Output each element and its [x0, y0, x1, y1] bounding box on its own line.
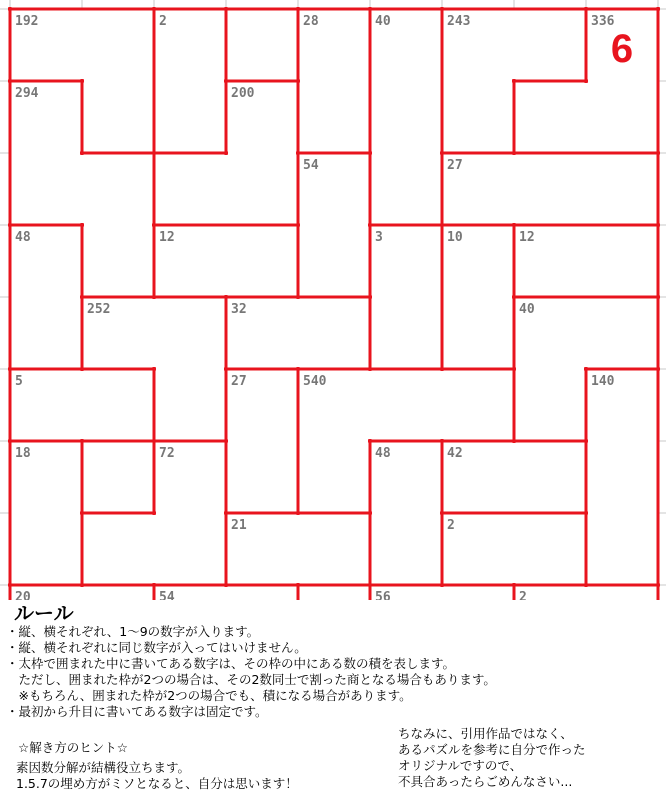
grid-cell[interactable]: [586, 153, 658, 225]
note-line: 不具合あったらごめんなさい...: [398, 774, 573, 789]
rule-line: ・最初から升目に書いてある数字は固定です。: [6, 704, 268, 719]
cage-clue: 200: [231, 86, 255, 101]
note-line: オリジナルですので、: [398, 758, 523, 773]
puzzle-number: 6: [610, 27, 634, 71]
grid-cell[interactable]: [82, 513, 154, 585]
cage-clue: 192: [15, 14, 39, 29]
cage-clue: 48: [15, 230, 31, 245]
grid-cell[interactable]: [10, 153, 82, 225]
grid-cell[interactable]: [10, 297, 82, 369]
grid-cell[interactable]: [82, 153, 154, 225]
cage-clue: 54: [303, 158, 319, 173]
grid-cell[interactable]: [586, 441, 658, 513]
cage-clue: 20: [15, 590, 31, 600]
grid-cell[interactable]: [586, 225, 658, 297]
cage-clue: 2: [159, 14, 167, 29]
grid-cell[interactable]: [10, 513, 82, 585]
cage-clue: 252: [87, 302, 111, 317]
grid-cell[interactable]: [226, 225, 298, 297]
cage-clue: 3: [375, 230, 383, 245]
cage-clue: 48: [375, 446, 391, 461]
rule-line: ただし、囲まれた枠が2つの場合は、その2数同士で割った商となる場合もあります。: [6, 672, 496, 687]
grid-cell[interactable]: [154, 513, 226, 585]
grid-cell[interactable]: [154, 153, 226, 225]
cage-clue: 40: [375, 14, 391, 29]
cage-clue: 72: [159, 446, 175, 461]
cage-clue: 27: [231, 374, 247, 389]
grid-cell[interactable]: [586, 585, 658, 600]
grid-cell[interactable]: [226, 441, 298, 513]
cage-clue: 40: [519, 302, 535, 317]
grid-cell[interactable]: [442, 369, 514, 441]
grid-cell[interactable]: [370, 153, 442, 225]
rules-title: ルール: [14, 601, 74, 625]
grid-cell[interactable]: [82, 369, 154, 441]
cage-clue: 243: [447, 14, 471, 29]
rule-line: ・縦、横それぞれ、1～9の数字が入ります。: [6, 624, 260, 639]
grid-cell[interactable]: [442, 585, 514, 600]
grid-cell[interactable]: [514, 9, 586, 81]
cage-clue: 12: [159, 230, 175, 245]
grid-cell[interactable]: [298, 513, 370, 585]
grid-cell[interactable]: [82, 225, 154, 297]
rule-line: ・縦、横それぞれに同じ数字が入ってはいけません。: [6, 640, 307, 655]
rule-line: ※もちろん、囲まれた枠が2つの場合でも、積になる場合があります。: [6, 688, 412, 703]
grid-cell[interactable]: [442, 297, 514, 369]
grid-cell[interactable]: [154, 297, 226, 369]
grid-cell[interactable]: [514, 153, 586, 225]
grid-cell[interactable]: [514, 441, 586, 513]
cage-clue: 32: [231, 302, 247, 317]
grid-cell[interactable]: [154, 81, 226, 153]
cage-clue: 27: [447, 158, 463, 173]
grid-cell[interactable]: [82, 441, 154, 513]
cage-clue: 54: [159, 590, 175, 600]
grid-cell[interactable]: [514, 513, 586, 585]
grid-cell[interactable]: [514, 369, 586, 441]
cage-clue: 42: [447, 446, 463, 461]
cage-clue: 12: [519, 230, 535, 245]
grid-cell[interactable]: [586, 297, 658, 369]
hint-title: ☆解き方のヒント☆: [18, 740, 128, 755]
grid-cell[interactable]: [370, 81, 442, 153]
grid-cell[interactable]: [82, 585, 154, 600]
hint-line: 素因数分解が結構役立ちます。: [16, 760, 191, 775]
cage-clue: 540: [303, 374, 327, 389]
grid-cell[interactable]: [298, 441, 370, 513]
grid-cell[interactable]: [226, 9, 298, 81]
cage-clue: 5: [15, 374, 23, 389]
grid-cell[interactable]: [298, 297, 370, 369]
cage-clue: 21: [231, 518, 247, 533]
cage-clue: 336: [591, 14, 615, 29]
note-line: あるパズルを参考に自分で作った: [398, 742, 586, 757]
grid-cell[interactable]: [586, 81, 658, 153]
cage-clue: 2: [519, 590, 527, 600]
grid-cell[interactable]: [298, 225, 370, 297]
cage-clue: 56: [375, 590, 391, 600]
note-line: ちなみに、引用作品ではなく、: [398, 726, 573, 741]
hint-line: 1.5.7の埋め方がミソとなると、自分は思います！: [16, 776, 298, 791]
grid-cell[interactable]: [154, 369, 226, 441]
rule-line: ・太枠で囲まれた中に書いてある数字は、その枠の中にある数の積を表します。: [6, 656, 456, 671]
cage-clue: 2: [447, 518, 455, 533]
hint-text: [16, 760, 298, 792]
grid-cell[interactable]: [82, 9, 154, 81]
grid-cell[interactable]: [370, 297, 442, 369]
grid-cell[interactable]: [226, 585, 298, 600]
grid-cell[interactable]: [514, 81, 586, 153]
cage-clue: 294: [15, 86, 39, 101]
grid-cell[interactable]: [442, 81, 514, 153]
author-note: [398, 726, 586, 790]
grid-cell[interactable]: [82, 81, 154, 153]
cage-clue: 18: [15, 446, 31, 461]
cage-clue: 10: [447, 230, 463, 245]
cage-clue: 28: [303, 14, 319, 29]
grid-cell[interactable]: [226, 153, 298, 225]
rules-list: [6, 624, 496, 720]
grid-cell[interactable]: [298, 585, 370, 600]
cage-clue: 140: [591, 374, 615, 389]
grid-cell[interactable]: [586, 513, 658, 585]
grid-cell[interactable]: [298, 81, 370, 153]
grid-cell[interactable]: [370, 369, 442, 441]
grid-cell[interactable]: [370, 513, 442, 585]
